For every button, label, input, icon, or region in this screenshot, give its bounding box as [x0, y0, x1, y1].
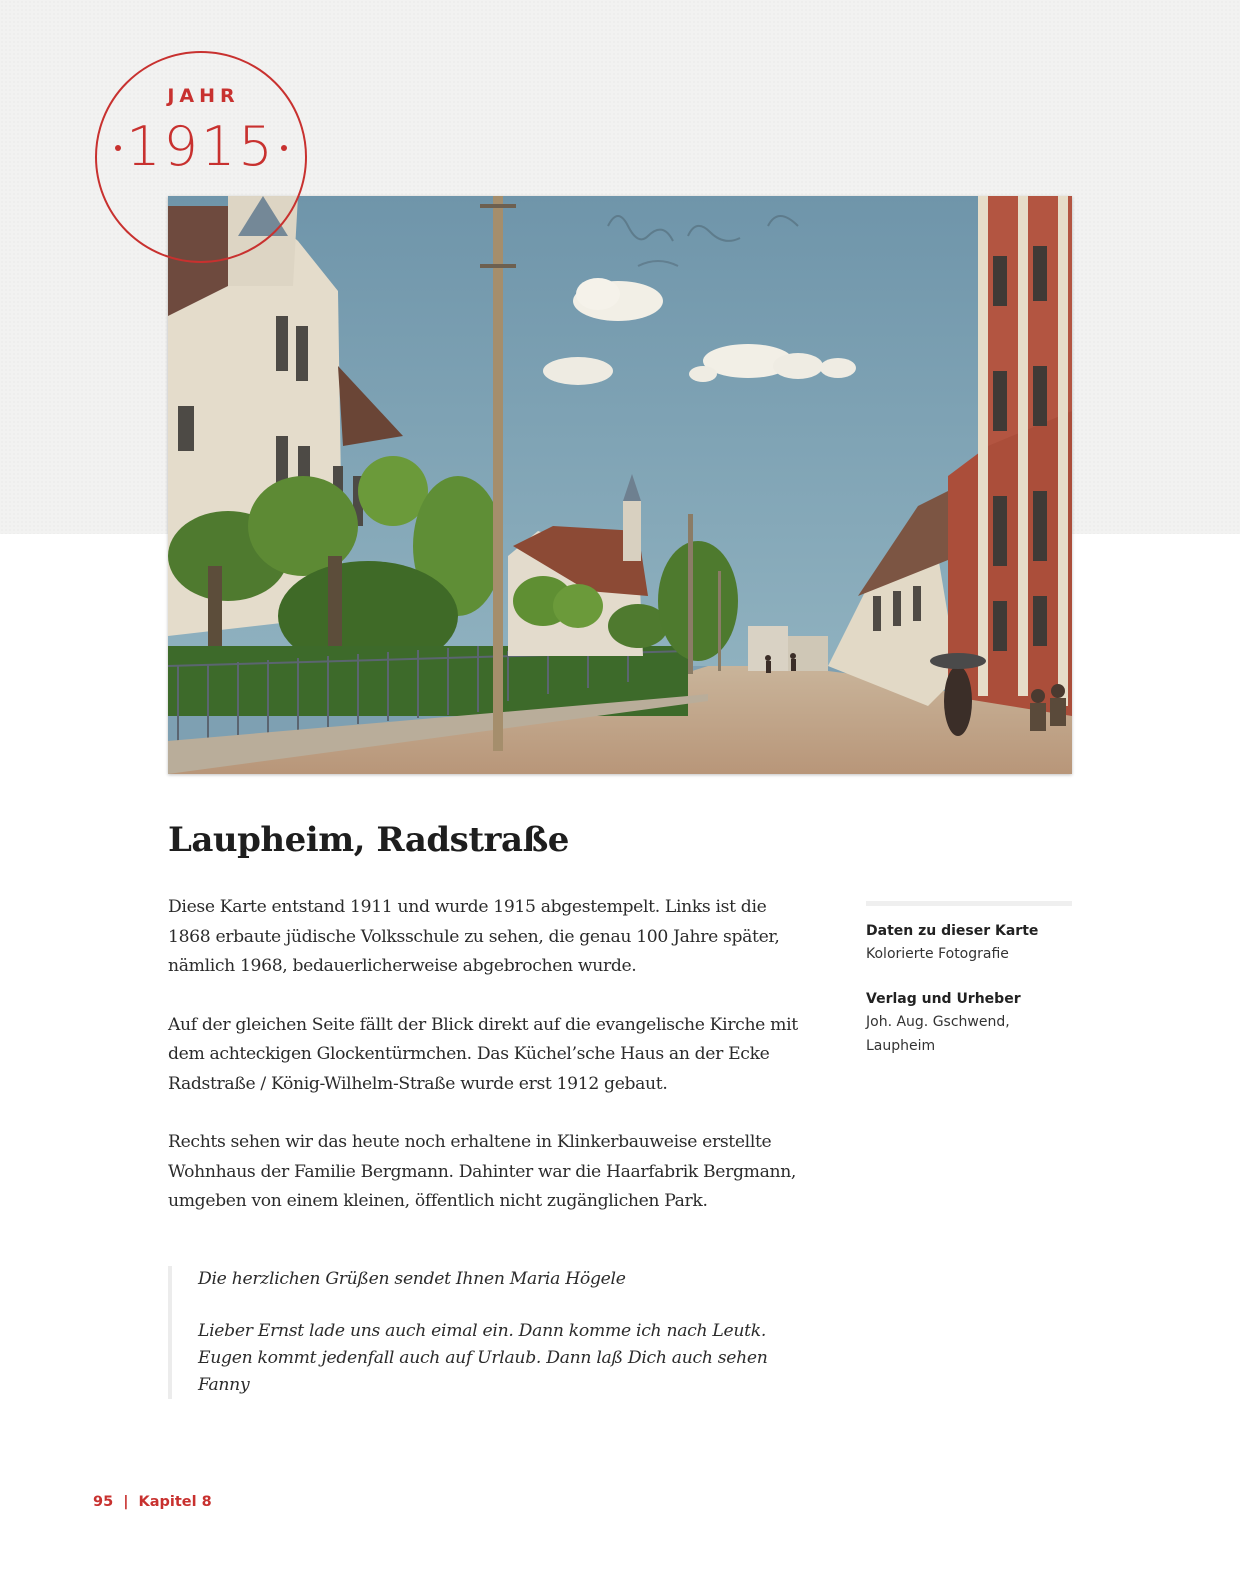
- stamp-label: JAHR: [167, 85, 240, 107]
- article-body: [168, 893, 798, 1246]
- page-number: 95: [93, 1494, 114, 1510]
- sidebar-value: Joh. Aug. Gschwend, Laupheim: [866, 1014, 1010, 1054]
- paragraph: Rechts sehen wir das heute noch erhaltene in Klinkerbauweise erstellte Wohnhaus der Familie Bergmann. Dahinter war die Haarfabrik Bergmann, umgeben von einem kleinen, öffentlich nicht zugänglichen Park.: [168, 1132, 797, 1211]
- paragraph: Diese Karte entstand 1911 und wurde 1915 abgestempelt. Links ist die 1868 erbaute jüdische Volksschule zu sehen, die genau 100 Jahre später, nämlich 1968, bedauerlicherweise abgebrochen wurde.: [168, 897, 780, 976]
- card-info-sidebar: [866, 901, 1072, 1080]
- stamp-dot-left-icon: [115, 145, 121, 151]
- stamp-year: 1915: [126, 115, 276, 178]
- stamp-dot-right-icon: [281, 145, 287, 151]
- page-footer: [93, 1494, 212, 1510]
- page-title: Laupheim, Radstraße: [168, 820, 569, 860]
- quote-line: Lieber Ernst lade uns auch eimal ein. Dann komme ich nach Leutk. Eugen kommt jedenfall auch auf Urlaub. Dann laß Dich auch sehen Fanny: [198, 1321, 768, 1395]
- quote-line: Die herzlichen Grüßen sendet Ihnen Maria Högele: [198, 1269, 626, 1289]
- year-stamp: [95, 51, 307, 263]
- sidebar-value: Kolorierte Fotografie: [866, 946, 1009, 962]
- paragraph: Auf der gleichen Seite fällt der Blick direkt auf die evangelische Kirche mit dem achteckigen Glockentürmchen. Das Küchel’sche Haus an der Ecke Radstraße / König-Wilhelm-Straße wurde erst 1912 gebaut.: [168, 1014, 798, 1094]
- chapter-label: Kapitel 8: [138, 1494, 212, 1510]
- sidebar-label: Daten zu dieser Karte: [866, 923, 1039, 939]
- sidebar-label: Verlag und Urheber: [866, 991, 1021, 1007]
- postcard-photo-street-icon: [168, 196, 1072, 774]
- postcard-message-quote: [168, 1266, 798, 1399]
- footer-separator: |: [123, 1494, 129, 1510]
